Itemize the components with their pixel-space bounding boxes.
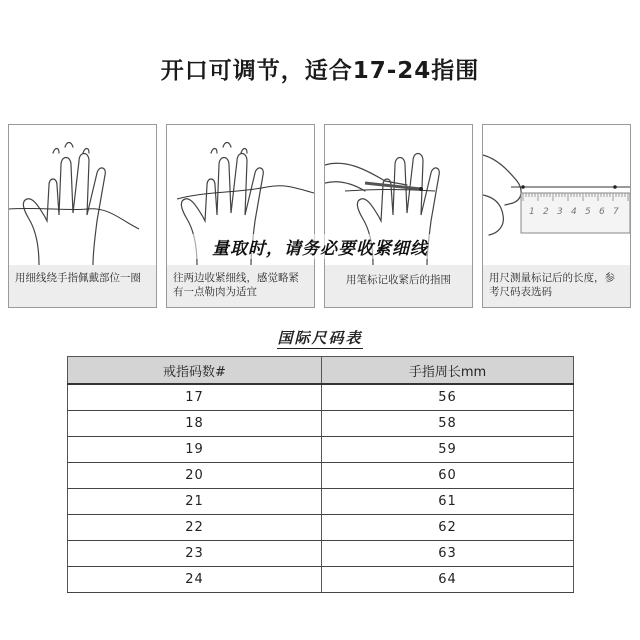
table-row <box>68 411 574 437</box>
circumference-cell: 61 <box>322 489 574 515</box>
circumference-cell: 56 <box>322 384 574 411</box>
ruler-number: 2 <box>543 207 549 217</box>
ruler-number: 6 <box>599 207 605 217</box>
ruler-scale <box>521 207 630 223</box>
column-header-ring-size: 戒指码数# <box>68 357 322 385</box>
ring-size-cell: 19 <box>68 437 322 463</box>
ring-size-cell: 23 <box>68 541 322 567</box>
step-caption: 用尺测量标记后的长度，参考尺码表选码 <box>483 265 630 307</box>
circumference-cell: 58 <box>322 411 574 437</box>
table-row <box>68 463 574 489</box>
ring-size-cell: 24 <box>68 567 322 593</box>
size-table-header-row <box>68 357 574 385</box>
step-caption: 用笔标记收紧后的指围 <box>325 265 472 307</box>
ruler-number: 1 <box>529 207 535 217</box>
measuring-steps <box>8 124 632 308</box>
ring-size-cell: 20 <box>68 463 322 489</box>
column-header-circumference: 手指周长mm <box>322 357 574 385</box>
ring-size-cell: 18 <box>68 411 322 437</box>
table-row <box>68 515 574 541</box>
circumference-cell: 59 <box>322 437 574 463</box>
ruler-measuring-illustration <box>483 125 630 265</box>
ruler-number: 5 <box>585 207 591 217</box>
table-row <box>68 384 574 411</box>
table-row <box>68 489 574 515</box>
step-caption: 用细线绕手指佩戴部位一圈 <box>9 265 156 307</box>
ring-size-cell: 17 <box>68 384 322 411</box>
step-caption: 往两边收紧细线，感觉略紧有一点勒肉为适宜 <box>167 265 314 307</box>
hand-with-thread-illustration <box>9 125 156 265</box>
page-title: 开口可调节，适合17-24指围 <box>160 58 480 84</box>
step-panel-1 <box>8 124 157 308</box>
table-row <box>68 567 574 593</box>
ring-size-cell: 21 <box>68 489 322 515</box>
measuring-warning-banner: 量取时，请务必要收紧细线 <box>180 234 460 259</box>
ruler-number: 3 <box>557 207 563 217</box>
circumference-cell: 64 <box>322 567 574 593</box>
size-table-title: 国际尺码表 <box>277 329 363 347</box>
table-row <box>68 541 574 567</box>
step-panel-2 <box>166 124 315 308</box>
circumference-cell: 60 <box>322 463 574 489</box>
circumference-cell: 62 <box>322 515 574 541</box>
ring-size-cell: 22 <box>68 515 322 541</box>
ruler-number: 4 <box>571 207 577 217</box>
step-panel-3 <box>324 124 473 308</box>
table-row <box>68 437 574 463</box>
ruler-number: 7 <box>613 207 619 217</box>
step-panel-4 <box>482 124 631 308</box>
circumference-cell: 63 <box>322 541 574 567</box>
size-table <box>67 356 574 593</box>
